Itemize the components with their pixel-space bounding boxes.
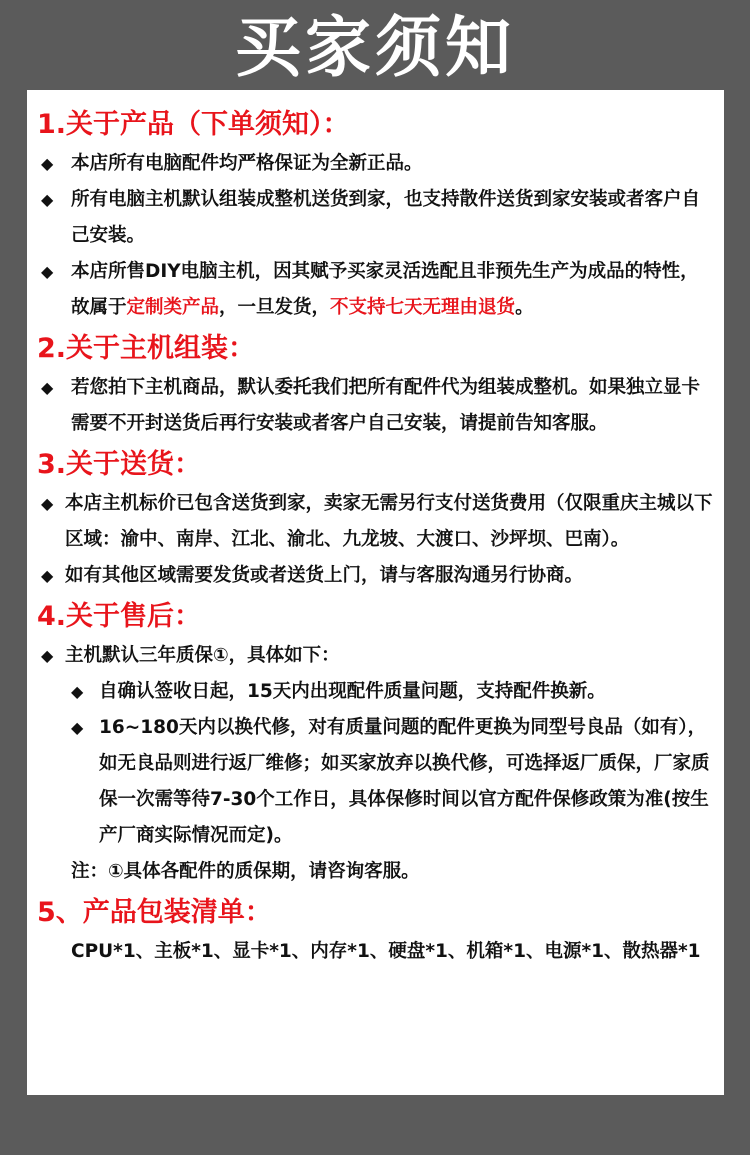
item-text: 主机默认三年质保①，具体如下： [65, 645, 340, 666]
section-1-title: 1.关于产品（下单须知）： [37, 109, 350, 140]
section-4-note: 注：①具体各配件的质保期，请咨询客服。 [71, 861, 420, 882]
item-text: 16~180天内以换代修，对有质量问题的配件更换为同型号良品（如有），如无良品则进行返厂维修；如买家放弃以换代修，可选择返厂质保，厂家质保一次需等待7-30个工作日，具体保修时间以官方配件保修政策为准(按生产厂商实际情况而定)。 [99, 717, 710, 846]
item-text: ，一旦发货， [219, 297, 331, 318]
item-text: 。 [515, 297, 534, 318]
section-5-title: 5、产品包装清单： [37, 897, 272, 928]
section-4-item-1 [37, 638, 714, 674]
diamond-bullet-icon: ◆ [41, 494, 54, 513]
item-text: 所有电脑主机默认组装成整机送货到家，也支持散件送货到家安装或者客户自己安装。 [71, 189, 701, 246]
section-3-title: 3.关于送货： [37, 449, 202, 480]
diamond-bullet-icon: ◆ [41, 566, 54, 585]
section-4-sub-item-2 [37, 710, 714, 854]
custom-product-highlight: 定制类产品 [126, 297, 220, 318]
section-1-item-3 [37, 254, 714, 326]
diamond-bullet-icon: ◆ [41, 646, 54, 665]
item-text: 本店所有电脑配件均严格保证为全新正品。 [71, 153, 423, 174]
item-text: 自确认签收日起，15天内出现配件质量问题，支持配件换新。 [99, 681, 606, 702]
section-2-title: 2.关于主机组装： [37, 333, 256, 364]
item-text: 本店所售DIY电脑主机，因其赋予买家灵活选配且非预先生产为成品的特性，故属于 [71, 261, 699, 318]
section-2-item-1 [37, 370, 714, 442]
diamond-bullet-icon: ◆ [71, 718, 84, 737]
item-text: 本店主机标价已包含送货到家，卖家无需另行支付送货费用（仅限重庆主城以下区域：渝中、南岸、江北、渝北、九龙坡、大渡口、沙坪坝、巴南）。 [65, 493, 713, 550]
item-text: 如有其他区域需要发货或者送货上门，请与客服沟通另行协商。 [65, 565, 584, 586]
section-4-sub-item-1 [37, 674, 714, 710]
section-4-title: 4.关于售后： [37, 601, 202, 632]
diamond-bullet-icon: ◆ [41, 262, 54, 281]
diamond-bullet-icon: ◆ [41, 378, 54, 397]
section-1-item-2 [37, 182, 714, 254]
no-return-highlight: 不支持七天无理由退货 [330, 297, 516, 318]
diamond-bullet-icon: ◆ [41, 190, 54, 209]
diamond-bullet-icon: ◆ [41, 154, 54, 173]
section-1-item-1 [37, 146, 714, 182]
notice-card [27, 90, 724, 1095]
diamond-bullet-icon: ◆ [71, 682, 84, 701]
section-3-item-1 [37, 486, 714, 558]
packing-list: CPU*1、主板*1、显卡*1、内存*1、硬盘*1、机箱*1、电源*1、散热器*1 [71, 941, 701, 962]
item-text: 若您拍下主机商品，默认委托我们把所有配件代为组装成整机。如果独立显卡需要不开封送货后再行安装或者客户自己安装，请提前告知客服。 [71, 377, 701, 434]
page-title: 买家须知 [235, 9, 515, 86]
section-3-item-2 [37, 558, 714, 594]
